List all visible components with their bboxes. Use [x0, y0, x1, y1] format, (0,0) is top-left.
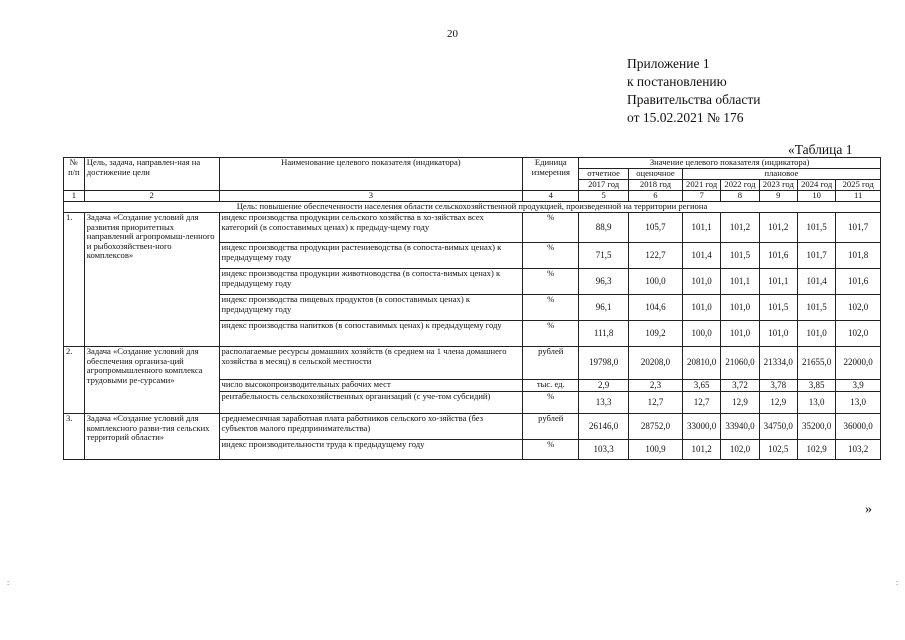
col-number: 2 — [84, 191, 219, 202]
value-cell: 2,9 — [579, 380, 629, 392]
header-year: 2025 год — [836, 180, 881, 191]
table-row — [64, 213, 881, 243]
header-estimated: оценочное — [629, 169, 683, 180]
value-cell: 101,6 — [836, 269, 881, 295]
col-number: 10 — [797, 191, 835, 202]
header-year: 2021 год — [682, 180, 720, 191]
header-year: 2022 год — [721, 180, 759, 191]
value-cell: 102,0 — [836, 321, 881, 347]
value-cell: 101,6 — [759, 243, 797, 269]
header-row — [64, 158, 881, 169]
header-value: Значение целевого показателя (индикатора) — [579, 158, 881, 169]
appendix-line: Правительства области — [627, 92, 761, 107]
value-cell: 105,7 — [629, 213, 683, 243]
value-cell: 13,0 — [836, 392, 881, 414]
value-cell: 13,3 — [579, 392, 629, 414]
indicator-name: число высокопроизводительных рабочих мест — [219, 380, 523, 392]
value-cell: 101,2 — [759, 213, 797, 243]
col-number: 3 — [219, 191, 523, 202]
indicator-name: индекс производства продукции сельского хозяйства в хо-зяйствах всех категорий (в сопоставимых ценах) к предыду-щему году — [219, 213, 523, 243]
value-cell: 101,5 — [797, 295, 835, 321]
value-cell: 102,0 — [836, 295, 881, 321]
value-cell: 3,85 — [797, 380, 835, 392]
value-cell: 101,2 — [721, 213, 759, 243]
unit-cell: % — [523, 295, 579, 321]
unit-cell: % — [523, 269, 579, 295]
value-cell: 100,9 — [629, 440, 683, 460]
value-cell: 104,6 — [629, 295, 683, 321]
header-indicator: Наименование целевого показателя (индикатора) — [219, 158, 523, 191]
value-cell: 101,5 — [721, 243, 759, 269]
goal-row — [64, 202, 881, 213]
value-cell: 96,3 — [579, 269, 629, 295]
value-cell: 101,7 — [836, 213, 881, 243]
indicator-name: располагаемые ресурсы домашних хозяйств (в среднем на 1 члена домашнего хозяйства в месяц) в сельской местности — [219, 347, 523, 380]
value-cell: 3,65 — [682, 380, 720, 392]
unit-cell: % — [523, 440, 579, 460]
value-cell: 101,0 — [797, 321, 835, 347]
task-text: Задача «Создание условий для развития приоритетных направлений агропромыш-ленного и рыбохозяйствен-ного комплексов» — [84, 213, 219, 347]
indicators-table — [63, 157, 881, 460]
value-cell: 22000,0 — [836, 347, 881, 380]
value-cell: 21060,0 — [721, 347, 759, 380]
value-cell: 88,9 — [579, 213, 629, 243]
indicator-name: среднемесячная заработная плата работников сельского хо-зяйства (без субъектов малого предпринимательства) — [219, 414, 523, 440]
header-goal: Цель, задача, направлен-ная на достижение цели — [84, 158, 219, 191]
col-number: 9 — [759, 191, 797, 202]
value-cell: 12,7 — [629, 392, 683, 414]
value-cell: 12,7 — [682, 392, 720, 414]
header-unit: Единица измерения — [523, 158, 579, 191]
value-cell: 13,0 — [797, 392, 835, 414]
value-cell: 28752,0 — [629, 414, 683, 440]
indicator-name: индекс производительности труда к предыдущему году — [219, 440, 523, 460]
value-cell: 101,0 — [682, 295, 720, 321]
value-cell: 111,8 — [579, 321, 629, 347]
value-cell: 96,1 — [579, 295, 629, 321]
unit-cell: % — [523, 392, 579, 414]
value-cell: 103,3 — [579, 440, 629, 460]
task-text: Задача «Создание условий для комплексного разви-тия сельских территорий области» — [84, 414, 219, 460]
value-cell: 19798,0 — [579, 347, 629, 380]
col-number: 1 — [64, 191, 85, 202]
value-cell: 101,0 — [721, 295, 759, 321]
indicator-name: индекс производства напитков (в сопоставимых ценах) к предыдущему году — [219, 321, 523, 347]
unit-cell: % — [523, 321, 579, 347]
col-number: 7 — [682, 191, 720, 202]
scan-mark: : — [7, 578, 10, 587]
value-cell: 102,9 — [797, 440, 835, 460]
col-number: 8 — [721, 191, 759, 202]
value-cell: 20208,0 — [629, 347, 683, 380]
goal-text: Цель: повышение обеспеченности населения области сельскохозяйственной продукцией, произведенной на территории региона — [64, 202, 881, 213]
table-row — [64, 347, 881, 380]
header-planned: плановое — [682, 169, 880, 180]
value-cell: 20810,0 — [682, 347, 720, 380]
task-text: Задача «Создание условий для обеспечения организа-ций агропромышленного комплекса трудовыми ре-сурсами» — [84, 347, 219, 414]
unit-cell: % — [523, 243, 579, 269]
value-cell: 36000,0 — [836, 414, 881, 440]
appendix-heading — [627, 55, 760, 127]
value-cell: 109,2 — [629, 321, 683, 347]
col-number: 6 — [629, 191, 683, 202]
value-cell: 102,0 — [721, 440, 759, 460]
value-cell: 35200,0 — [797, 414, 835, 440]
value-cell: 33000,0 — [682, 414, 720, 440]
indicator-name: индекс производства продукции животноводства (в сопоста-вимых ценах) к предыдущему году — [219, 269, 523, 295]
page-number: 20 — [447, 28, 458, 40]
value-cell: 101,5 — [759, 295, 797, 321]
col-number: 11 — [836, 191, 881, 202]
value-cell: 21655,0 — [797, 347, 835, 380]
col-number: 5 — [579, 191, 629, 202]
value-cell: 100,0 — [682, 321, 720, 347]
value-cell: 103,2 — [836, 440, 881, 460]
header-reported: отчетное — [579, 169, 629, 180]
header-year: 2024 год — [797, 180, 835, 191]
indicator-name: индекс производства продукции растениеводства (в сопоста-вимых ценах) к предыдущему году — [219, 243, 523, 269]
header-year: 2017 год — [579, 180, 629, 191]
value-cell: 102,5 — [759, 440, 797, 460]
value-cell: 3,78 — [759, 380, 797, 392]
indicator-name: рентабельность сельскохозяйственных организаций (с уче-том субсидий) — [219, 392, 523, 414]
col-number: 4 — [523, 191, 579, 202]
appendix-line: Приложение 1 — [627, 56, 710, 71]
task-number: 2. — [64, 347, 85, 414]
value-cell: 101,0 — [682, 269, 720, 295]
value-cell: 101,5 — [797, 213, 835, 243]
value-cell: 101,0 — [759, 321, 797, 347]
value-cell: 101,1 — [759, 269, 797, 295]
value-cell: 12,9 — [759, 392, 797, 414]
value-cell: 26146,0 — [579, 414, 629, 440]
table-label: «Таблица 1 — [788, 142, 853, 157]
unit-cell: рублей — [523, 414, 579, 440]
table-row — [64, 414, 881, 440]
value-cell: 101,8 — [836, 243, 881, 269]
value-cell: 101,0 — [721, 321, 759, 347]
value-cell: 101,7 — [797, 243, 835, 269]
value-cell: 101,1 — [721, 269, 759, 295]
value-cell: 100,0 — [629, 269, 683, 295]
value-cell: 101,4 — [682, 243, 720, 269]
header-year: 2023 год — [759, 180, 797, 191]
value-cell: 33940,0 — [721, 414, 759, 440]
value-cell: 101,1 — [682, 213, 720, 243]
scan-mark: : — [896, 578, 899, 587]
task-number: 3. — [64, 414, 85, 460]
value-cell: 3,9 — [836, 380, 881, 392]
value-cell: 12,9 — [721, 392, 759, 414]
value-cell: 122,7 — [629, 243, 683, 269]
indicator-name: индекс производства пищевых продуктов (в сопоставимых ценах) к предыдущему году — [219, 295, 523, 321]
task-number: 1. — [64, 213, 85, 347]
appendix-line: от 15.02.2021 № 176 — [627, 110, 744, 125]
value-cell: 3,72 — [721, 380, 759, 392]
value-cell: 71,5 — [579, 243, 629, 269]
column-numbers-row — [64, 191, 881, 202]
closing-quote: » — [865, 502, 872, 517]
unit-cell: рублей — [523, 347, 579, 380]
appendix-line: к постановлению — [627, 74, 727, 89]
unit-cell: % — [523, 213, 579, 243]
value-cell: 34750,0 — [759, 414, 797, 440]
value-cell: 101,2 — [682, 440, 720, 460]
unit-cell: тыс. ед. — [523, 380, 579, 392]
header-num: № п/п — [64, 158, 85, 191]
value-cell: 2,3 — [629, 380, 683, 392]
header-year: 2018 год — [629, 180, 683, 191]
value-cell: 101,4 — [797, 269, 835, 295]
value-cell: 21334,0 — [759, 347, 797, 380]
